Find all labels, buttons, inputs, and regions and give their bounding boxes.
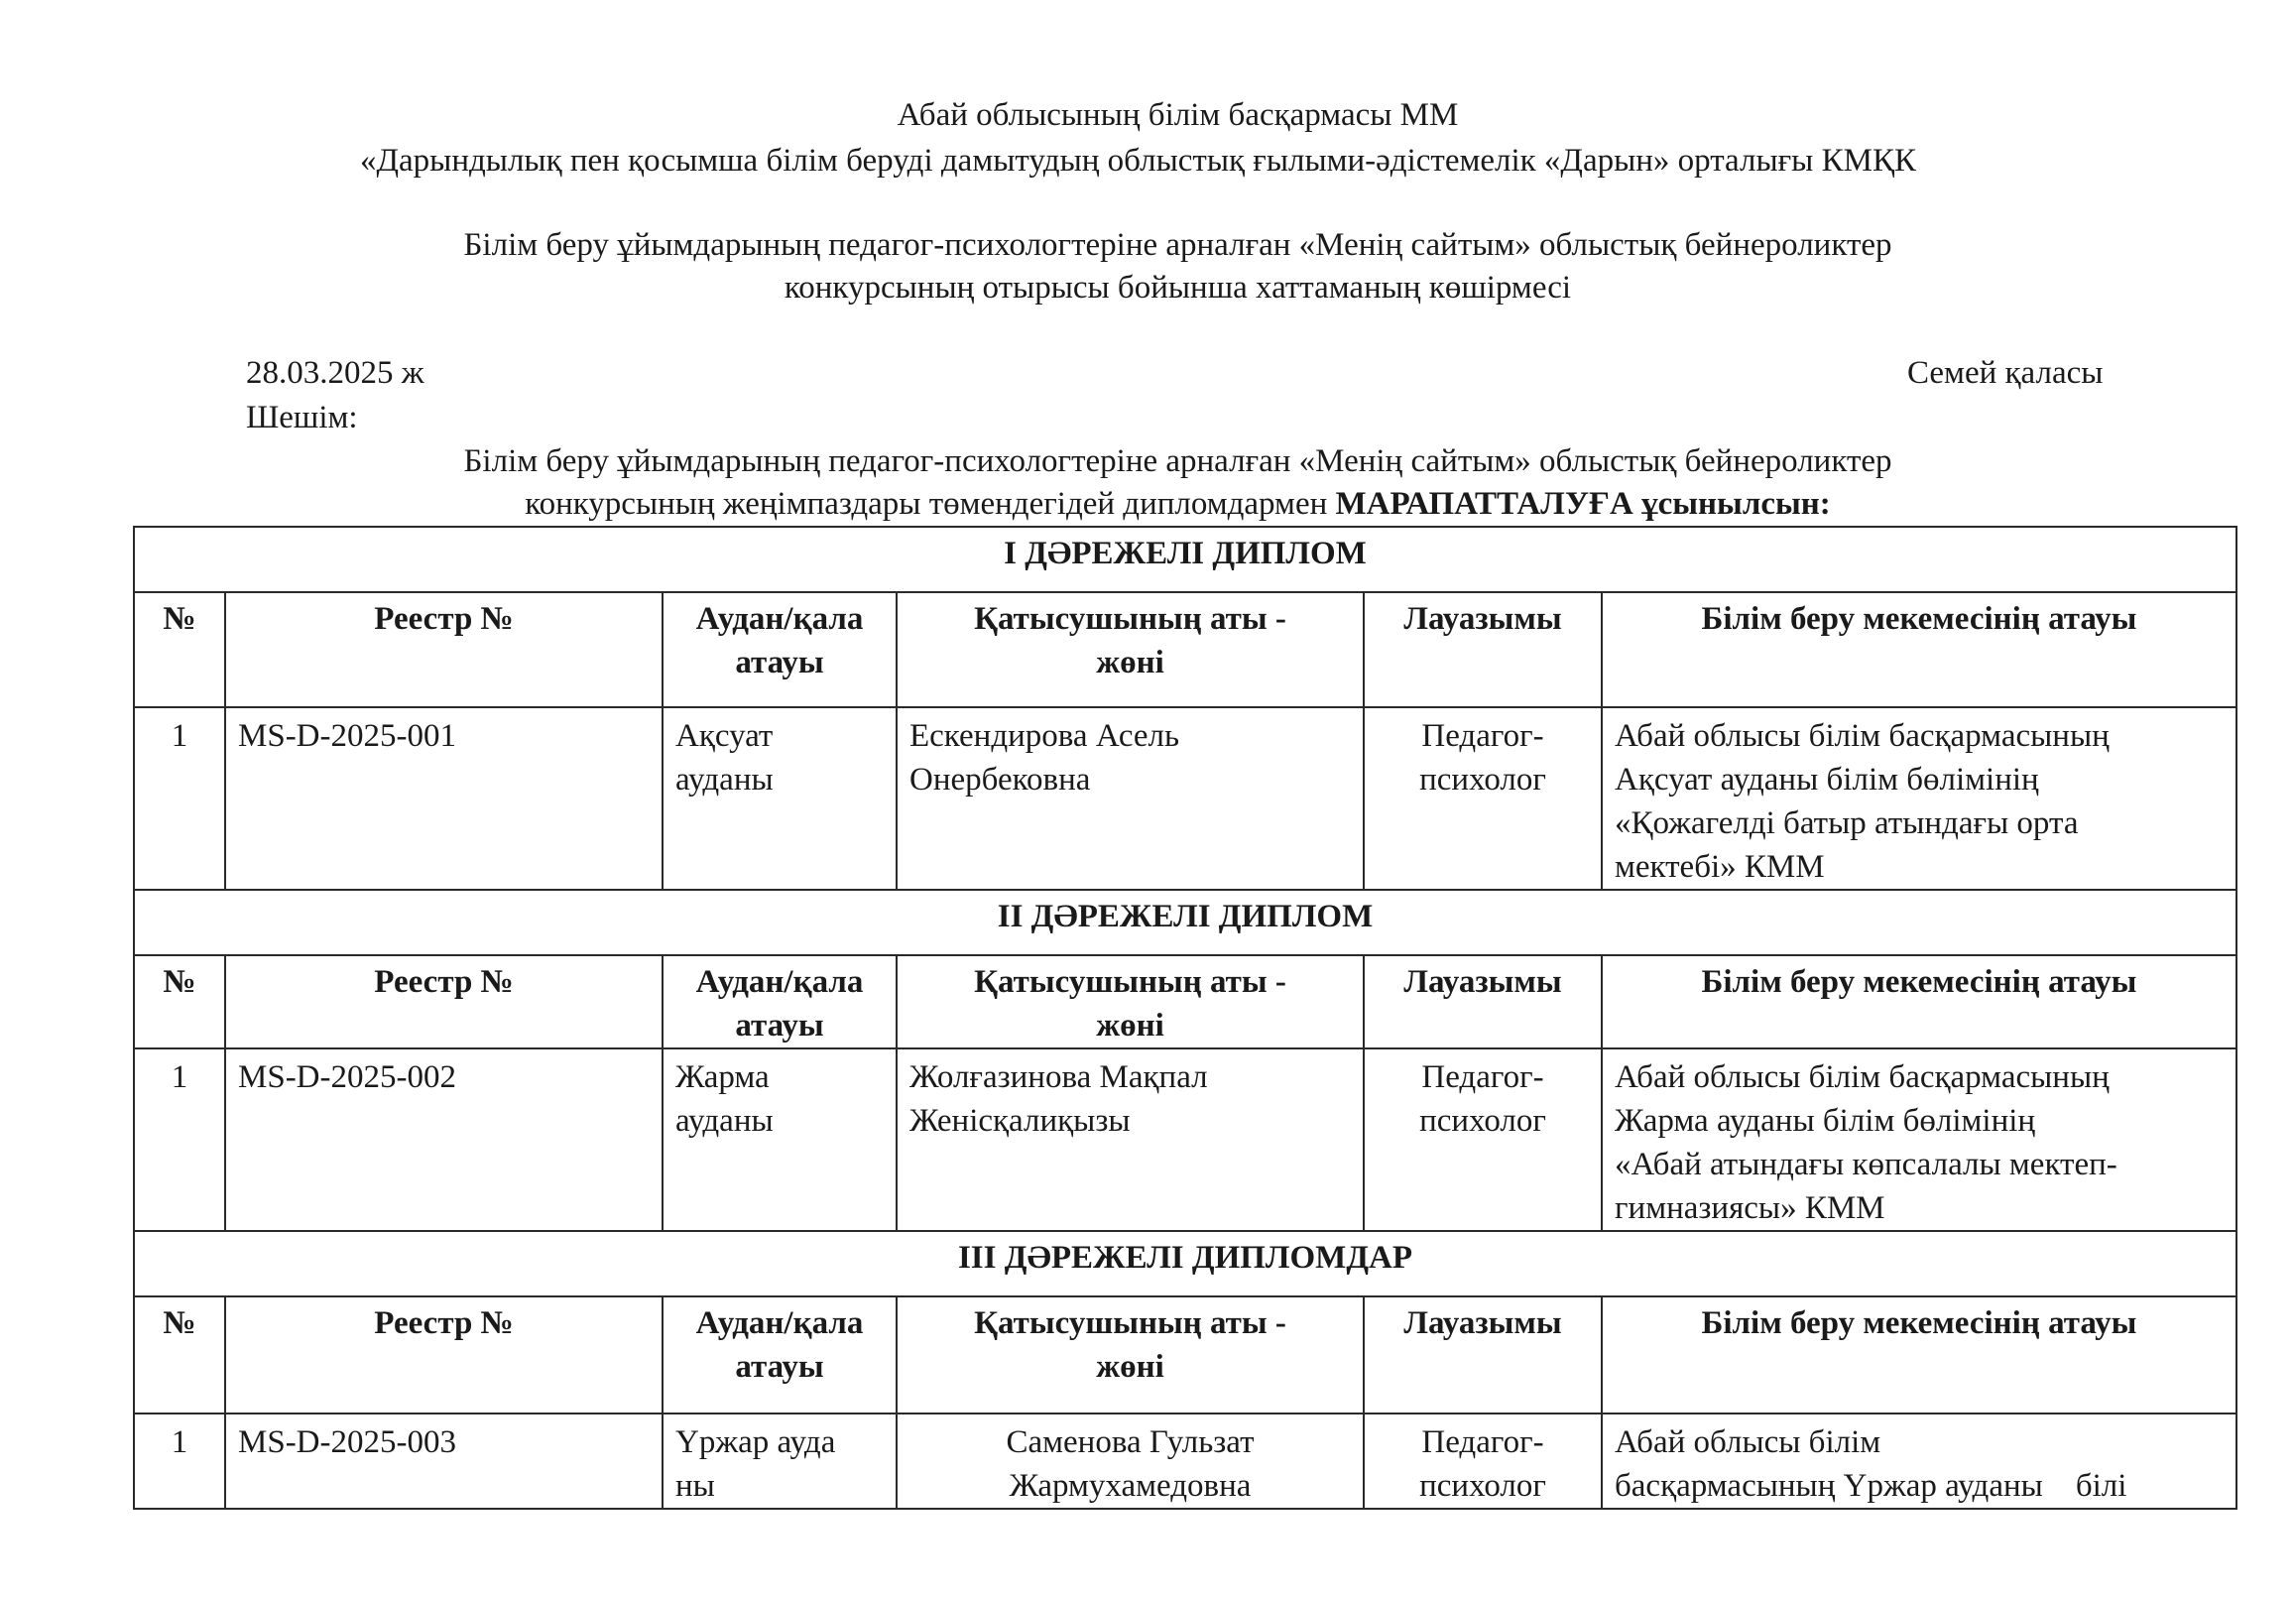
col-name-header-2: жөні (1096, 1008, 1164, 1044)
section-title-row (134, 527, 2236, 592)
col-registry-header: Реестр № (225, 1296, 663, 1414)
col-district-header (663, 955, 897, 1048)
diploma-table (133, 526, 2237, 1510)
cell-position-2: психолог (1419, 1103, 1546, 1139)
col-school-header: Білім беру мекемесінің атауы (1602, 592, 2236, 707)
table-row (134, 1414, 2236, 1509)
cell-school-4: мектебі» КММ (1615, 849, 1825, 885)
decision-text-emphasis: МАРАПАТТАЛУҒА ұсынылсын: (1335, 486, 1831, 522)
cell-district (663, 707, 897, 890)
col-position-header: Лауазымы (1364, 955, 1602, 1048)
cell-school-4: гимназиясы» КММ (1615, 1190, 1885, 1226)
table-header-row (134, 955, 2236, 1048)
table-row (134, 707, 2236, 890)
cell-district (663, 1414, 897, 1509)
col-name-header-1: Қатысушының аты - (974, 964, 1286, 1000)
cell-district-1: Ақсуат (675, 718, 774, 754)
col-registry-header: Реестр № (225, 955, 663, 1048)
cell-district-1: Жарма (675, 1059, 770, 1095)
cell-name-1: Саменова Гульзат (1006, 1424, 1255, 1460)
cell-district-2: ауданы (675, 1103, 774, 1139)
col-school-header: Білім беру мекемесінің атауы (1602, 1296, 2236, 1414)
document-title-line-1: Білім беру ұйымдарының педагог-психологтеріне арналған «Менің сайтым» облыстық бейнероликтер (463, 227, 1892, 263)
cell-num: 1 (134, 1048, 225, 1231)
cell-position (1364, 707, 1602, 890)
cell-name-1: Жолғазинова Мақпал (909, 1059, 1208, 1095)
col-name-header (897, 1296, 1364, 1414)
col-num-header: № (134, 1296, 225, 1414)
cell-num: 1 (134, 1414, 225, 1509)
section-title: ІІ ДӘРЕЖЕЛІ ДИПЛОМ (134, 890, 2236, 955)
org-name: Абай облысының білім басқармасы ММ (897, 97, 1459, 133)
col-district-header-2: атауы (735, 645, 824, 680)
cell-school (1602, 1414, 2236, 1509)
col-school-header: Білім беру мекемесінің атауы (1602, 955, 2236, 1048)
cell-school-2: Жарма ауданы білім бөлімінің (1615, 1103, 2036, 1139)
cell-district-2: ны (675, 1468, 715, 1504)
cell-district-2: ауданы (675, 762, 774, 798)
cell-school-2: Ақсуат ауданы білім бөлімінің (1615, 762, 2039, 798)
decision-label: Шешім: (246, 400, 358, 435)
cell-district (663, 1048, 897, 1231)
col-name-header-2: жөні (1096, 1349, 1164, 1385)
section-title-row (134, 1231, 2236, 1296)
decision-text-plain: конкурсының жеңімпаздары төмендегідей дипломдармен (525, 486, 1336, 522)
cell-name (897, 1048, 1364, 1231)
col-name-header-1: Қатысушының аты - (974, 1305, 1286, 1341)
cell-registry: MS-D-2025-001 (225, 707, 663, 890)
col-name-header-2: жөні (1096, 645, 1164, 680)
col-num-header: № (134, 955, 225, 1048)
cell-position-1: Педагог- (1421, 1424, 1544, 1460)
cell-name-2: Женісқалиқызы (909, 1103, 1131, 1139)
cell-school-1: Абай облысы білім (1615, 1424, 1881, 1460)
col-position-header: Лауазымы (1364, 592, 1602, 707)
col-num-header: № (134, 592, 225, 707)
cell-position-2: психолог (1419, 762, 1546, 798)
cell-school-2: басқармасының Үржар ауданы білі (1615, 1468, 2127, 1504)
col-district-header-2: атауы (735, 1008, 824, 1044)
cell-name-1: Ескендирова Асель (909, 718, 1180, 754)
cell-registry: MS-D-2025-002 (225, 1048, 663, 1231)
cell-school-1: Абай облысы білім басқармасының (1615, 718, 2110, 754)
table-row (134, 1048, 2236, 1231)
section-title-row (134, 890, 2236, 955)
table-header-row (134, 592, 2236, 707)
cell-name-2: Онербековна (909, 762, 1091, 798)
cell-district-1: Үржар ауда (675, 1424, 836, 1460)
document-title-line-2: конкурсының отырысы бойынша хаттаманың көшірмесі (784, 270, 1572, 306)
cell-position-1: Педагог- (1421, 718, 1544, 754)
col-district-header-2: атауы (735, 1349, 824, 1385)
decision-text-line-1: Білім беру ұйымдарының педагог-психологтеріне арналған «Менің сайтым» облыстық бейнероликтер (463, 443, 1892, 479)
cell-position (1364, 1414, 1602, 1509)
cell-name (897, 707, 1364, 890)
cell-school (1602, 707, 2236, 890)
col-name-header (897, 955, 1364, 1048)
cell-num: 1 (134, 707, 225, 890)
col-name-header-1: Қатысушының аты - (974, 601, 1286, 637)
cell-position-1: Педагог- (1421, 1059, 1544, 1095)
col-district-header (663, 592, 897, 707)
col-position-header: Лауазымы (1364, 1296, 1602, 1414)
cell-position-2: психолог (1419, 1468, 1546, 1504)
table-header-row (134, 1296, 2236, 1414)
col-registry-header: Реестр № (225, 592, 663, 707)
cell-registry: MS-D-2025-003 (225, 1414, 663, 1509)
cell-position (1364, 1048, 1602, 1231)
col-district-header-1: Аудан/қала (695, 1305, 864, 1341)
cell-school-1: Абай облысы білім басқармасының (1615, 1059, 2110, 1095)
section-title: ІІІ ДӘРЕЖЕЛІ ДИПЛОМДАР (134, 1231, 2236, 1296)
col-district-header (663, 1296, 897, 1414)
document-date: 28.03.2025 ж (246, 355, 424, 391)
section-title: І ДӘРЕЖЕЛІ ДИПЛОМ (134, 527, 2236, 592)
org-center-name: «Дарындылық пен қосымша білім беруді дамытудың облыстық ғылыми-әдістемелік «Дарын» орталығы КМҚК (360, 143, 1916, 179)
cell-name-2: Жармухамедовна (1009, 1468, 1252, 1504)
cell-school (1602, 1048, 2236, 1231)
col-district-header-1: Аудан/қала (695, 601, 864, 637)
col-district-header-1: Аудан/қала (695, 964, 864, 1000)
cell-school-3: «Абай атындағы көпсалалы мектеп- (1615, 1147, 2117, 1182)
document-city: Семей қаласы (1907, 355, 2104, 391)
cell-name (897, 1414, 1364, 1509)
cell-school-3: «Қожагелді батыр атындағы орта (1615, 805, 2079, 841)
col-name-header (897, 592, 1364, 707)
decision-text-line-2 (0, 482, 2296, 526)
